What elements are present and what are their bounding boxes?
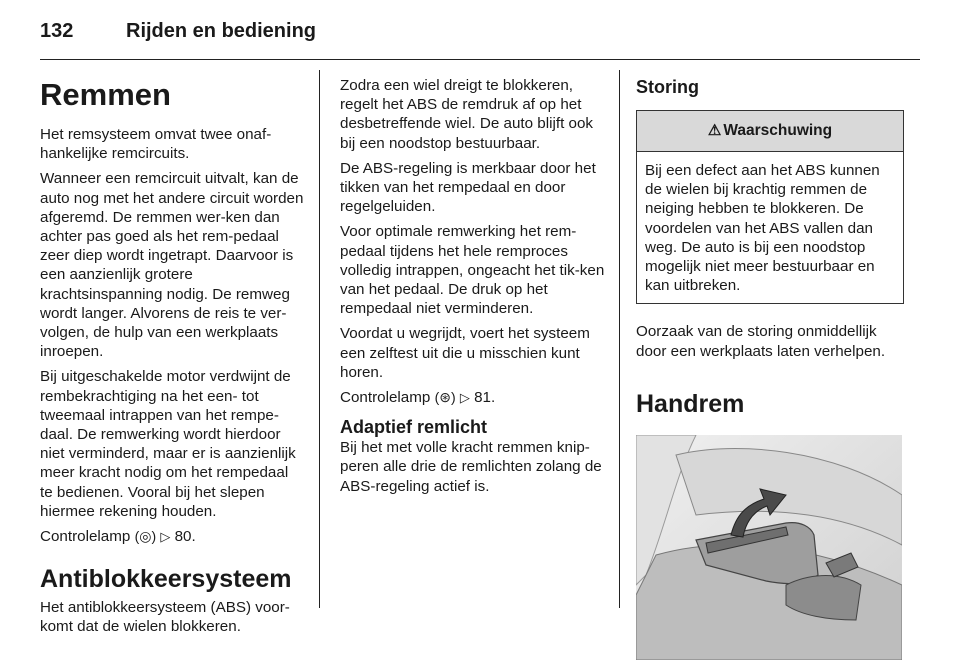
- warning-text: Bij een defect aan het ABS kunnen de wielen bij krachtig remmen de neiging hebben te blokkeren. De voordelen van het ABS vallen dan weg. De auto is bij een noodstop mogelijk niet meer bestuurbaar en kan uitbreken.: [645, 162, 880, 295]
- paragraph: Bij het met volle kracht remmen knip-peren alle drie de remlichten zolang de ABS-regeling actief is.: [340, 439, 602, 495]
- brake-warning-lamp-icon: (◎): [134, 528, 157, 545]
- column-divider: [619, 70, 620, 608]
- control-lamp-label: Controlelamp: [40, 528, 131, 546]
- column-divider: [319, 70, 320, 608]
- section-title-storing: Storing: [636, 77, 699, 97]
- warning-triangle-icon: ⚠: [707, 122, 722, 140]
- warning-title: Waarschuwing: [723, 122, 833, 140]
- abs-lamp-icon: (⊛): [434, 389, 456, 406]
- paragraph: Wanneer een remcircuit uitvalt, kan de auto nog met het andere circuit worden afgeremd. De remmen wer-ken dan achter pas goed als het rem-pedaal zeer diep wordt ingetrapt. Daarvoor is een aanzienlijk grotere krachtsinspanning nodig. De remweg wordt langer. Alvorens de reis te ver-volgen, de hulp van een werkplaats inroepen.: [40, 170, 304, 361]
- paragraph: Voor optimale remwerking het rem-pedaal tijdens het hele remproces volledig intrappen, ongeacht het tik-ken van het pedaal. De druk op het rempedaal niet verminderen.: [340, 223, 605, 318]
- warning-box: [636, 110, 904, 304]
- section-title-abs: Antiblokkeersysteem: [40, 565, 292, 594]
- column-2: [340, 76, 606, 502]
- section-title-handrem: Handrem: [636, 389, 745, 418]
- page-reference: 80.: [174, 528, 196, 546]
- paragraph: De ABS-regeling is merkbaar door het tikken van het rempedaal en door regelgeluiden.: [340, 159, 596, 216]
- page-reference-arrow-icon: ▷: [160, 529, 171, 545]
- page-reference-arrow-icon: ▷: [459, 390, 470, 406]
- warning-header: [637, 111, 903, 152]
- chapter-title: Rijden en bediening: [126, 20, 317, 42]
- column-3: [636, 76, 904, 665]
- paragraph: Het antiblokkeersysteem (ABS) voor-komt dat de wielen blokkeren.: [40, 599, 290, 636]
- handbrake-illustration: [636, 435, 902, 660]
- page-reference: 81.: [474, 389, 496, 407]
- paragraph: Voordat u wegrijdt, voert het systeem een zelftest uit die u misschien kunt horen.: [340, 325, 590, 381]
- control-lamp-reference: [40, 527, 305, 546]
- page-number: 132: [40, 20, 74, 42]
- column-1: [40, 76, 305, 643]
- header-divider: [40, 59, 920, 60]
- control-lamp-reference: [340, 388, 606, 407]
- paragraph: Zodra een wiel dreigt te blokkeren, regelt het ABS de remdruk af op het desbetreffende wiel. De auto blijft ook bij een noodstop bestuurbaar.: [340, 77, 594, 152]
- section-title-remmen: Remmen: [40, 77, 171, 112]
- control-lamp-label: Controlelamp: [340, 389, 431, 407]
- page-header: [40, 20, 920, 50]
- section-title-adaptive-brake-light: Adaptief remlicht: [340, 417, 488, 438]
- paragraph: Het remsysteem omvat twee onaf-hankelijke remcircuits.: [40, 126, 272, 163]
- paragraph: Oorzaak van de storing onmiddellijk door een werkplaats laten verhelpen.: [636, 323, 886, 360]
- paragraph: Bij uitgeschakelde motor verdwijnt de rembekrachtiging na het een- tot tweemaal intrappen van het rempe-daal. De remwerking wordt hierdoor niet verminderd, maar er is aanzienlijk meer kracht nodig om het rempedaal te bedienen. Vooral bij het slepen hiermee rekening houden.: [40, 368, 296, 520]
